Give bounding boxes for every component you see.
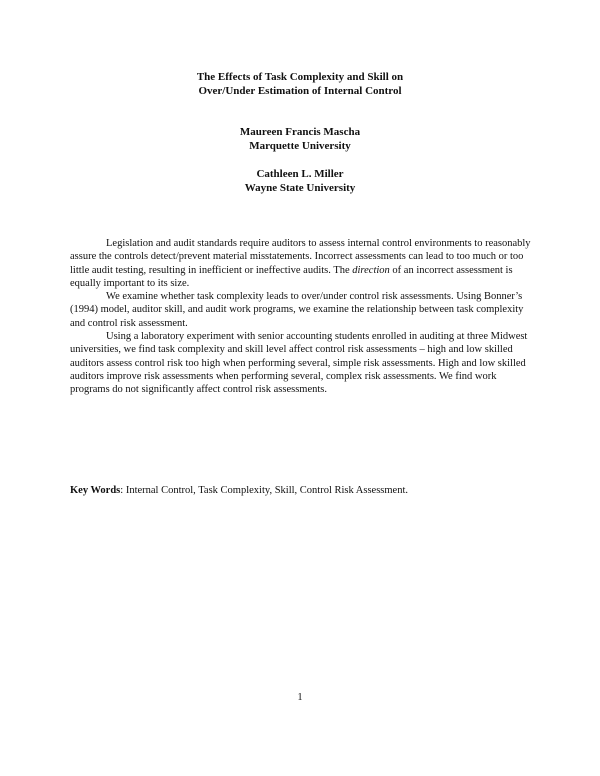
author-1-affiliation: Marquette University	[249, 140, 351, 152]
keywords-separator: :	[120, 485, 126, 496]
abstract-p1-text-a: Legislation and audit standards require auditors to assess internal control environments to reasonably assure the controls detect/prevent material misstatements. Incorrect assessments can lead to too much or too little audit testing, resulting in inefficient or ineffective audits. The	[70, 238, 531, 276]
author-2-name: Cathleen L. Miller	[256, 168, 344, 180]
abstract-p1-text-b: of an incorrect assessment is equally important to its size.	[70, 264, 513, 289]
keywords	[70, 484, 540, 498]
abstract-p1-emphasis: direction	[352, 264, 390, 276]
page-number: 1	[297, 692, 303, 703]
paper-title-line-1: The Effects of Task Complexity and Skill on	[196, 71, 404, 83]
abstract	[70, 237, 532, 397]
author-1-name: Maureen Francis Mascha	[239, 126, 361, 138]
abstract-paragraph-2: We examine whether task complexity leads to over/under control risk assessments. Using Bonner’s (1994) model, auditor skill, and audit work programs, we examine the relationship between task complexity and control risk assessment.	[70, 291, 524, 329]
paper-title-line-2: Over/Under Estimation of Internal Control	[198, 85, 402, 97]
abstract-paragraph-3: Using a laboratory experiment with senior accounting students enrolled in auditing at three Midwest universities, we find task complexity and skill level affect control risk assessments – high and low skilled auditors assess control risk too high when performing several, simple risk assessments. High and low skilled auditors improve risk assessments when performing several, complex risk assessments. We find work programs do not significantly affect control risk assessments.	[70, 331, 528, 396]
abstract-paragraph-1	[70, 237, 532, 290]
keywords-text: Internal Control, Task Complexity, Skill, Control Risk Assessment.	[125, 485, 409, 496]
author-2-affiliation: Wayne State University	[244, 182, 356, 194]
keywords-label: Key Words	[70, 485, 121, 496]
